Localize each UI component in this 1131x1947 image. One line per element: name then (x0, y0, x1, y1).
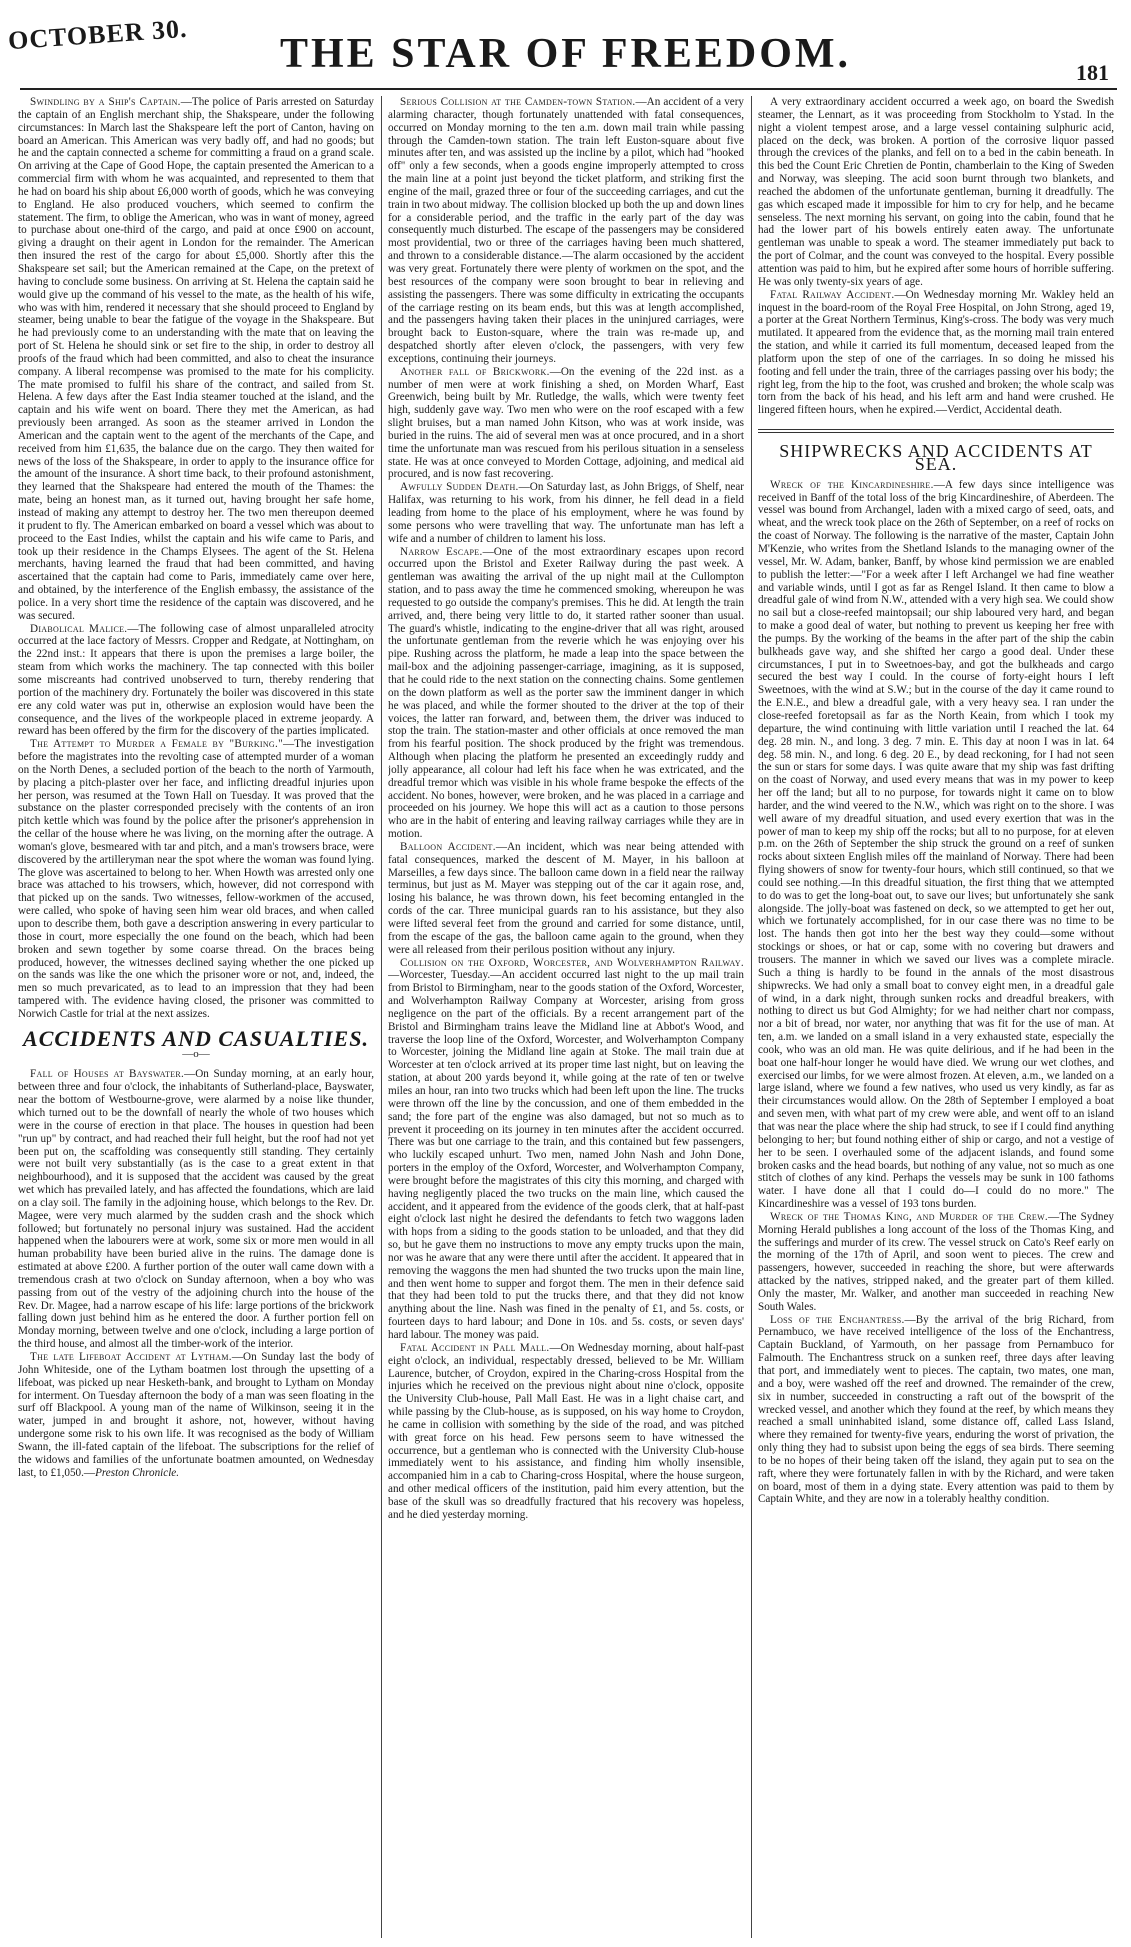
article-fall-of-houses (18, 1068, 374, 1351)
column-1 (18, 96, 374, 1938)
article-body: —The investigation before the magistrates into the revolting case of attempted murder of a woman on the North Denes, a secluded portion of the beach to the north of Yarmouth, by placing a pitch-plaster over her face, and inflicting dreadful injuries upon her person, was resumed at the Town Hall on Tuesday. It was proved that the substance on the plaster corresponded precisely with the contents of an iron pitch kettle which was found by the police after the prisoner's apprehension in the cellar of the house where he was living, on the morning after the outrage. A woman's glove, besmeared with tar and pitch, and a man's trowsers brace, were discovered by the artilleryman near the spot where the woman was found lying. The glove was ascertained to belong to her. When Howth was arrested only one brace was attached to his trowsers, which, however, did not correspond with that picked up on the sands. Two witnesses, fellow-workmen of the accused, were called, who spoke of having seen him wear old braces, and when called upon to describe them, both gave a description answering in every particular to those in court, more especially the one found on the beach, which had been broken and sewn together by some coarse thread. On the braces being produced, however, the witnesses declined saying whether the one picked up on the sands was like the one which the prisoner wore or not, and, indeed, the men so much prevaricated, as to lead to an impression that they had been tampered with. The evidence having closed, the prisoner was committed to Norwich Castle for trial at the next assizes. (18, 738, 374, 1020)
column-3 (758, 96, 1114, 1938)
article-heading: Another fall of Brickwork. (400, 365, 550, 378)
article-balloon-accident (388, 841, 744, 957)
article-body: —By the arrival of the brig Richard, from Pernambuco, we have received intelligence of the loss of the Enchantress, Captain Buckland, of Yarmouth, on her passage from Pernambuco for Falmouth. The Enchantress struck on a sunken reef, three days after leaving that port, and immediately went to pieces. The captain, two mates, one man, and a boy, were washed off the reef and drowned. The remainder of the crew, six in number, succeeded in constructing a raft out of the bowsprit of the wrecked vessel, and another which they found at the reef, by which means they reached a small uninhabited island, some distance off, called Lass Island, where they remained for twenty-five years, enduring the worst of privation, the only thing they had to subsist upon being the eggs of sea birds. There seeming to be no hopes of their being taken off the island, they again put to sea on the raft, where they were fortunately fallen in with by the Richard, and were taken on board, most of them in a dying state. Every attention was paid to them by Captain White, and they are now in a tolerably healthy condition. (758, 1313, 1114, 1506)
article-body: —A few days since intelligence was received in Banff of the total loss of the brig Kincardineshire, of Aberdeen. The vessel was bound from Archangel, laden with a mixed cargo of seed, oats, and wheat, and the wreck took place on the 26th of September, on a reef of rocks on the coast of Norway. The following is the narrative of the master, Captain John M'Kenzie, who writes from the Shetland Islands to the managing owner of the vessel, Mr. W. Adam, banker, Banff, by whose kind permission we are enabled to publish the letter:—"For a week after I left Archangel we had fine weather and variable winds, until I got as far as Rengel Island. It then came to blow a dreadful gale of wind from N.W., attended with a very high sea. We could show no sail but a close-reefed maintopsail; our ship laboured very hard, and began to make a good deal of water, but nothing to prevent us keeping her free with the pumps. By the working of the beams in the after part of the ship the cabin bulkheads gave way, and she shifted her cargo a good deal. Under these circumstances, I put in to Sweetnoes-bay, and got the bulkheads and cargo secured the best way I could. In the course of forty-eight hours I left Sweetnoes, with the wind at S.W.; but in the course of the day it came round to the E.N.E., and blew a dreadful gale, with a very heavy sea. I ran under the close-reefed foretopsail as far as the North Keain, from which I took my departure, the wind continuing with little variation until I reached the lat. 64 deg. 28 min. N., and long. 3 deg. 7 min. E. This day at noon I was in lat. 64 deg. 58 min. N., and long. 6 deg. 20 E., by dead reckoning, for I had not seen the sun or stars for some days. I was quite aware that my ship was fast drifting on the coast of Norway, and used every means that was in my power to keep her off the land; but all to no purpose, for towards night it came on to blow harder, and the wind veered to the N.W., which was right on to the shore. I was well aware of my dreadful situation, and used every exertion that was in the power of man to keep my ship off the rocks; but all to no purpose, for at eleven p.m. on the 26th of September the ship struck the ground on a reef of sunken rocks about sixteen English miles off the mainland of Norway. There had been flying showers of snow for twenty-four hours, which still continued, so that we could see nothing.—In this dreadful situation, the first thing that we attempted to do was to get the long-boat out, to save our lives; but unfortunately she sank alongside. The jolly-boat was fastened on deck, so we attempted to get her out, which we fortunately accomplished, for in our case there was no time to be lost. The hands then got into her the best way they could—some without stockings or shoes, or hat or cap, some with no covering but drawers and trousers. The manner in which we saved our lives was a complete miracle. Such a thing is hardly to be found in the annals of the most disastrous shipwrecks. We had only a small boat to convey eight men, in a dreadful gale of wind, in a dark night, through sunken rocks and dreadful breakers, with nothing to direct us but God Almighty; for we had neither chart nor compass, nor a bit of bread, nor water, nor anything that was fit for the use of man. At ten, a.m. we landed on a small island in a very exhausted state, especially the cook, who was an old man. He was quite delirious, and if he had been in the boat one half-hour longer he would have died. We wrung our wet clothes, and exercised our limbs, for we were almost frozen. At eleven, a.m., we landed on a large island, where we found a few natives, who used us very kindly, as far as their circumstances would allow. On the 28th of September I employed a boat and seven men, with what part of my crew were able, and went off to an island that was near the place where the ship had struck, to see if I could find anything belonging to her; but found nothing either of ship or cargo, and not a vestige of her to be seen. I overhauled some of the adjacent islands, and found some broken casks and the head boards, but nothing of any value, not so much as one stitch of clothes of any kind. Perhaps the vessels may be sunk in 100 fathoms water. I have done all that I could do—I could do no more." The Kincardineshire was a vessel of 193 tons burden. (758, 478, 1114, 1211)
article-heading: Narrow Escape. (400, 545, 483, 558)
article-pall-mall-accident (388, 1342, 744, 1522)
article-body: —On the evening of the 22d inst. as a number of men were at work finishing a shed, on Morden Wharf, East Greenwich, being built by Mr. Rutledge, the walls, which were twenty feet high, suddenly gave way. Two men who were on the roof escaped with a few slight bruises, but a man named John Kitson, who was at work inside, was buried in the ruins. The aid of several men was at once procured, and in a short time the unfortunate man was rescued from his perilous situation in a senseless state. He was at once conveyed to Morden Cottage, adjoining, and medical aid procured, and is now fast recovering. (388, 365, 744, 481)
masthead-title: THE STAR OF FREEDOM. (279, 31, 852, 77)
article-body: —The Sydney Morning Herald publishes a long account of the loss of the Thomas King, and the sufferings and murder of its crew. The vessel struck on Cato's Reef early on the morning of the 17th of April, and soon went to pieces. The crew and passengers, however, succeeded in reaching the shore, but were afterwards attacked by the natives, stripped naked, and the greater part of them killed. Only the master, Mr. Walker, and another man succeeded in reaching New South Wales. (758, 1210, 1114, 1313)
article-diabolical-malice (18, 623, 374, 739)
article-heading: Diabolical Malice. (30, 622, 128, 635)
article-body: —An accident of a very alarming character, though fortunately unattended with fatal consequences, occurred on Monday morning to the ten a.m. down mail train while passing through the Camden-town station. The train left Euston-square about five minutes after ten, and was assisted up the incline by a pilot, which had "hooked off" only a few seconds, when a goods engine improperly attempted to cross the main line at a point just beyond the ticket platform, and striking first the engine of the mail, grazed three or four of the succeeding carriages, and cut the train in two about midway. The collision blocked up both the up and down lines for a considerable period, and the traffic in the early part of the day was consequently much disturbed. The escape of the passengers may be considered most providential, two or three of the carriages having been much shattered, and thrown to a considerable distance.—The alarm occasioned by the accident was very great. Fortunately there were plenty of workmen on the spot, and the best resources of the company were soon brought to bear in relieving and assisting the passengers. There was some difficulty in extricating the occupants of the carriage resting on its beam ends, but this was at length accomplished, and the passengers having taken their places in the uninjured carriages, were brought back to Euston-square, where the train was re-made up, and despatched shortly after eleven o'clock, the passengers, with very few exceptions, continuing their journeys. (388, 96, 744, 365)
page-number: 181 (1076, 60, 1109, 85)
article-body: —On Sunday last the body of John Whiteside, one of the Lytham boatmen lost through the upsetting of a lifeboat, was picked up near Hesketh-bank, and brought to Lytham on Monday for interment. On Tuesday afternoon the body of a man was seen floating in the surf off Blackpool. A young man of the name of Wilkinson, seeing it in the water, jumped in and brought it ashore, not, however, without having undergone some risk to his own life. It was recognised as the body of William Swann, the ill-fated captain of the lifeboat. The subscriptions for the relief of the widows and families of the unfortunate boatmen amounted, on Wednesday last, to £1,050.— (18, 1351, 374, 1479)
article-body: A very extraordinary accident occurred a week ago, on board the Swedish steamer, the Lennart, as it was proceeding from Stockholm to Ystad. In the night a violent tempest arose, and a large vessel containing sulphuric acid, placed on the deck, was broken. A portion of the corrosive liquor passed through the crevices of the planks, and fell on to a bed in the cabin beneath. In this bed the Count Eric Chretien de Pontin, chamberlain to the King of Sweden and Norway, was sleeping. The acid soon burnt through two blankets, and reached the abdomen of the unfortunate gentleman, burning it dreadfully. The gas which escaped made it impossible for him to cry for help, and he became senseless. The next morning his servant, on going into the cabin, found that he had the lower part of his bowels entirely eaten away. The unfortunate gentleman was unable to speak a word. The steamer immediately put back to the port of Colmar, and the count was conveyed to the hospital. Every possible attention was paid to him, but he expired after some hours of horrible suffering. He was only twenty-six years of age. (758, 96, 1114, 288)
issue-date: OCTOBER 30. (7, 13, 189, 56)
article-camden-collision (388, 96, 744, 366)
article-thomas-king (758, 1211, 1114, 1314)
article-heading: The late Lifeboat Accident at Lytham. (30, 1351, 232, 1363)
article-heading: The Attempt to Murder a Female by "Burking." (30, 738, 283, 751)
article-heading: Wreck of the Thomas King, and Murder of the Crew. (770, 1210, 1048, 1223)
article-body: —An incident, which was near being attended with fatal consequences, marked the descent of M. Mayer, in his balloon at Marseilles, a few days since. The balloon came down in a field near the railway terminus, but just as M. Mayer was stepping out of the car it again rose, and, losing his balance, he was thrown down, his feet becoming entangled in the cords of the car. Three municipal guards ran to his assistance, but they also were lifted several feet from the ground and carried for some distance, until, from the escape of the gas, the balloon came again to the ground, when they were all released from their perilous position without any injury. (388, 840, 744, 956)
article-source: Preston Chronicle. (95, 1466, 180, 1479)
page-header (0, 0, 1131, 84)
article-narrow-escape (388, 546, 744, 841)
article-body: —On Wednesday morning, about half-past eight o'clock, an individual, respectably dressed, believed to be Mr. William Laurence, butcher, of Croydon, expired in the Charing-cross Hospital from the injuries which he received on the previous night about nine o'clock, opposite the University Club-house, Pall Mall East. He was in a light chaise cart, and while passing by the Club-house, as is supposed, on his way home to Croydon, he came in collision with something by the side of the road, and was pitched with great force on his head. Few persons seem to have witnessed the occurrence, but a gentleman who is connected with the University Club-house immediately went to his assistance, and finding him wholly insensible, accompanied him in a cab to Charing-cross Hospital, where the house surgeon, and other medical officers of the institution, paid him every attention, but the base of the skull was so dreadfully fractured that his recovery was hopeless, and he died yesterday morning. (388, 1341, 744, 1521)
article-brickwork-fall (388, 366, 744, 482)
article-heading: Fatal Accident in Pall Mall. (400, 1341, 550, 1354)
section-rule (758, 429, 1114, 433)
article-enchantress (758, 1314, 1114, 1507)
article-attempt-to-murder (18, 738, 374, 1021)
article-heading: Serious Collision at the Camden-town Station. (400, 96, 636, 108)
article-body: —The police of Paris arrested on Saturday the captain of an English merchant ship, the Shakspeare, under the following circumstances: In March last the Shakspeare left the port of Canton, having on board an American. This American was very badly off, and had no goods; but he and the captain connected a scheme for committing a fraud on a grand scale. On arriving at the Cape of Good Hope, the captain presented the American to a commercial firm with whom he was acquainted, and represented to them that he had on board his ship about £6,000 worth of goods, which he was conveying to England. He also produced vouchers, which seemed to confirm the statement. The firm, to oblige the American, who was in want of money, agreed to purchase about one-third of the cargo, and paid at once £900 on account, giving a draught on their agent in London for the remainder. The American then insured the rest of the cargo for about £5,000. Shortly after this the Shakspeare set sail; but the American remained at the Cape, on the pretext of having to conclude some business. On arriving at St. Helena the captain said he would give up the command of his vessel to the mate, as the health of his wife, who was with him, rendered it necessary that she should proceed to England by steamer, being unable to bear the fatigue of the voyage in the Shakspeare. But he had previously come to an understanding with the mate that on leaving the port of St. Helena he should sink or set fire to the ship, in order to destroy all proofs of the fraud which had been committed, and also to cheat the insurance company. A liberal recompense was promised to the mate for his complicity. The mate promised to fulfil his share of the contract, and sailed from St. Helena. A few days after the East India steamer touched at the island, and the captain and his wife went on board. There they met the American, as had previously been arranged. As soon as the steamer arrived in London the American and the captain went to the agent of the merchants of the Cape, and received from him £1,635, the balance due on the cargo. They then waited for news of the loss of the Shakspeare, in order to apply to the insurance office for the amount of the insurance. A short time back, to their profound astonishment, they learned that the Shakspeare had entered the mouth of the Thames: the mate, being an honest man, as it turned out, having brought her safe home, instead of making any attempt to destroy her. The two men thereupon deemed it prudent to fly. The American embarked on board a vessel which was about to proceed to the East Indies, whilst the captain and his wife came to Paris, and took up their residence in the Champs Elysees. The agent of the St. Helena merchants, having learned the fraud that had been committed, and having ascertained that the captain had come to Paris, immediately came over here, and obtained, by the interference of the English embassy, the assistance of the police. In a very short time the residence of the captain was discovered, and he was secured. (18, 96, 374, 622)
article-heading: Awfully Sudden Death. (400, 481, 519, 494)
section-heading-accidents: ACCIDENTS AND CASUALTIES. (23, 1025, 369, 1051)
article-body: —On Sunday morning, at an early hour, between three and four o'clock, the inhabitants of Sutherland-place, Bayswater, near the bottom of Westbourne-grove, were alarmed by a noise like thunder, which turned out to be the downfall of nearly the whole of two houses which were in the course of erection in that place. The houses in question had been "run up" by contract, and had reached their full height, but the roof had not yet been put on, the scaffolding was consequently still standing. They certainly were not built very substantially (as is the case to a great extent in that neighbourhood), and it is supposed that the accident was caused by the great wet which has prevailed lately, and has affected the foundations, which are laid on a clay soil. The family in the adjoining house, which belongs to the Rev. Dr. Magee, were very much alarmed by the sudden crash and the shock which followed; but fortunately no personal injury was sustained. Had the accident happened when the labourers were at work, some six or more men would in all human probability have been buried alive in the ruins. The damage done is estimated at above £200. A further portion of the outer wall came down with a tremendous crash at two o'clock on Sunday afternoon, when a boy who was passing from out of the vestry of the adjoining church into the house of the Rev. Dr. Magee, had a narrow escape of his life: large portions of the brickwork falling down just behind him as he entered the door. A further portion fell on Monday morning, between twelve and one o'clock, including a large portion of the third house, and almost all the timber-work of the interior. (18, 1068, 374, 1351)
article-heading: Swindling by a Ship's Captain. (30, 96, 181, 108)
article-swindling (18, 96, 374, 623)
article-heading: Collision on the Oxford, Worcester, and Wolverhampton Railway. (400, 956, 744, 969)
header-rule (20, 88, 1117, 90)
column-2 (388, 96, 744, 1938)
article-swedish-steamer (758, 96, 1114, 289)
article-heading: Wreck of the Kincardineshire. (770, 478, 934, 491)
section-ornament: —o— (182, 1047, 210, 1060)
article-fatal-railway (758, 289, 1114, 417)
article-body: —On Saturday last, as John Briggs, of Shelf, near Halifax, was returning to his work, from his dinner, he fell dead in a field leading from home to the place of his employment, where he was found by some persons who were travelling that way. The unfortunate man has left a wife and a number of children to lament his loss. (388, 481, 744, 545)
column-divider (381, 96, 382, 1938)
article-body: —On Wednesday morning Mr. Wakley held an inquest in the board-room of the Royal Free Hospital, on John Strong, aged 19, a porter at the Great Northern Terminus, King's-cross. The body was very much mutilated. It appeared from the evidence that, as the morning mail train entered the station, and while it carried its full momentum, deceased leaped from the platform upon the step of one of the carriages. In so doing he missed his footing and fell under the train, three of the carriages passing over his body; the right leg, from the hip to the foot, was crushed and broken; the whole scalp was torn from the back of his head, and his left arm and hand were crushed. He lingered fifteen hours, when he expired.—Verdict, Accidental death. (758, 288, 1114, 417)
article-oxford-collision (388, 957, 744, 1342)
article-lifeboat-accident (18, 1351, 374, 1479)
article-heading: Fatal Railway Accident. (770, 288, 895, 301)
column-divider (751, 96, 752, 1938)
article-kincardineshire (758, 479, 1114, 1211)
article-body: —One of the most extraordinary escapes upon record occurred upon the Bristol and Exeter Railway during the past week. A gentleman was awaiting the arrival of the up night mail at the Cullompton station, and to pass away the time he commenced smoking, whereupon he was requested to go outside the company's premises. This he did. At length the train arrived, and, there being very little to do, it started rather sooner than usual. The guard's whistle, indicating to the engine-driver that all was right, aroused the unfortunate gentleman from the reverie which he was enjoying over his pipe. Rushing across the platform, he made a leap into the space between the mail-box and the adjoining passenger-carriage, imagining, as it is supposed, that he could ride to the next station on the connecting chains. Some gentlemen on the down platform as well as the porter saw the imminent danger in which he was placed, and while the former shouted to the driver at the top of their voices, the latter ran forward, and, between them, the driver was induced to stop the train. The station-master and other officials at once removed the man from his fearful position. The shock produced by the fright was tremendous. Although when placing the platform he presented an exceedingly ruddy and jolly appearance, all colour had left his face when he was extricated, and the dreadful tremor which was visible in his whole frame bespoke the effects of the accident. No bones, however, were broken, and he was placed in a carriage and proceeded on his journey. We hope this will act as a caution to those persons who are in the habit of entering and leaving railway carriages while they are in motion. (388, 545, 744, 841)
article-heading: Balloon Accident. (400, 840, 496, 853)
section-heading-shipwrecks: SHIPWRECKS AND ACCIDENTS AT SEA. (779, 441, 1093, 474)
article-sudden-death (388, 481, 744, 545)
article-body: —The following case of almost unparalleled atrocity occurred at the lace factory of Messrs. Cropper and Redgate, at Nottingham, on the 22nd inst.: It appears that there is upon the premises a large boiler, the steam from which works the machinery. The tap connected with this boiler some miscreants had contrived unobserved to turn, thereby rendering that portion of the machinery dry. Fortunately the boiler was discovered in this state ere any cold water was put in, otherwise an explosion would have been the consequence, and the lives of the workpeople placed in extreme jeopardy. A reward has been offered by the firm for the discovery of the parties implicated. (18, 622, 374, 738)
article-body: —Worcester, Tuesday.—An accident occurred last night to the up mail train from Bristol to Birmingham, near to the goods station of the Oxford, Worcester, and Wolverhampton Railway Company at Worcester, arising from gross negligence on the part of the officials. By a recent arrangement part of the Bristol and Birmingham trains leave the Midland line at Abbot's Wood, and traverse the loop line of the Oxford, Worcester, and Wolverhampton Company to Worcester, joining the Midland line again at Stoke. The mail train due at Worcester at ten o'clock arrived at its proper time last night, but on leaving the station, at about 200 yards beyond it, while going at the rate of ten or twelve miles an hour, ran into two trucks which had been left upon the line. The trucks were thrown off the line by the concussion, and one of them embedded in the sand; the fore part of the engine was also damaged, but not so much as to prevent it proceeding on its journey in ten minutes after the accident occurred. There was but one carriage to the train, and this contained but few passengers, who luckily escaped unhurt. Two men, named John Nash and John Done, porters in the employ of the Oxford, Worcester, and Wolverhampton Company, were brought before the magistrates of this city this morning, and charged with having negligently placed the two trucks on the main line, which caused the accident, and it appeared from the evidence of the goods clerk, that at half-past eight o'clock last night he desired the defendants to fetch two waggons laden with hops from a siding to the goods station to be unloaded, and that they did so, but he gave them no instructions to move any empty trucks upon the main, nor was he aware that any were there until after the accident. It appeared that in removing the waggons the men had shunted the two trucks upon the main line, and then went home to supper and forgot them. The men in their defence said that they had been told to put the trucks there, and that they did not know anything about the line. Nash was fined in the penalty of £1, and 5s. costs, or fourteen days to hard labour; and Done in 10s. and 5s. costs, or seven days' hard labour. The money was paid. (388, 969, 744, 1341)
article-heading: Loss of the Enchantress. (770, 1313, 905, 1326)
article-heading: Fall of Houses at Bayswater. (30, 1068, 185, 1081)
